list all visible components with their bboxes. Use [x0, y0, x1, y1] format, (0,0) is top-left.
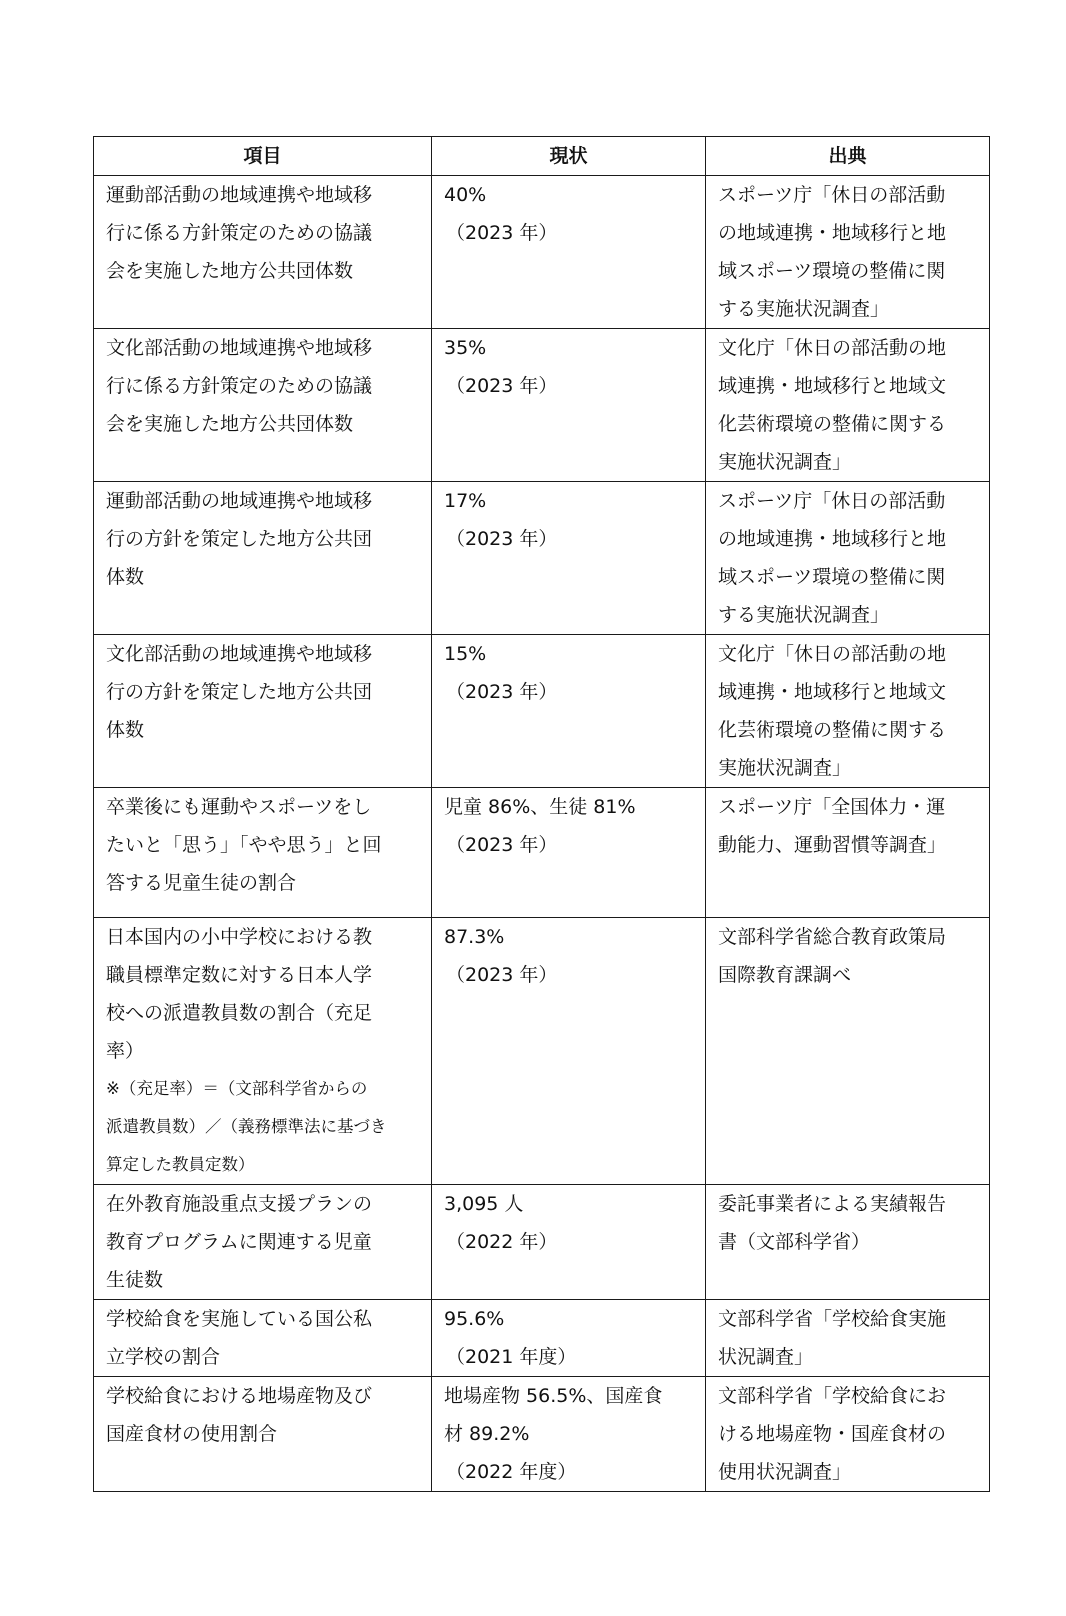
item-text-line: 会を実施した地方公共団体数 [106, 413, 354, 435]
item-text-line: 教育プログラムに関連する児童 [106, 1231, 372, 1253]
item-text-line: 運動部活動の地域連携や地域移 [106, 184, 373, 206]
table-row [94, 176, 990, 329]
status-value: 材 89.2% [444, 1423, 530, 1445]
item-text-line: 率） [106, 1040, 145, 1062]
item-text-line: 体数 [106, 566, 145, 588]
status-year: （2021 年度） [446, 1346, 577, 1368]
status-value: 95.6% [444, 1308, 505, 1330]
item-cell [94, 918, 432, 1185]
status-year: （2023 年） [446, 528, 558, 550]
source-cell [706, 329, 990, 482]
source-text-line: 文部科学省「学校給食にお [718, 1385, 947, 1407]
item-note-line: 派遣教員数）／（義務標準法に基づき [106, 1117, 387, 1136]
source-text-line: 委託事業者による実績報告 [718, 1193, 947, 1215]
status-cell [432, 788, 706, 918]
status-cell [432, 918, 706, 1185]
source-text-line: 文化庁「休日の部活動の地 [718, 643, 947, 665]
source-text-line: 域連携・地域移行と地域文 [718, 681, 947, 703]
item-text-line: 文化部活動の地域連携や地域移 [106, 643, 373, 665]
status-cell [432, 1377, 706, 1492]
source-text-line: 国際教育課調べ [718, 964, 852, 986]
source-text-line: 動能力、運動習慣等調査」 [718, 834, 947, 856]
table-row [94, 1377, 990, 1492]
status-year: （2023 年） [446, 964, 558, 986]
status-year: （2022 年度） [446, 1461, 577, 1483]
source-text-line: する実施状況調査」 [718, 604, 890, 626]
status-cell [432, 329, 706, 482]
item-note-line: ※（充足率）＝（文部科学省からの [106, 1079, 368, 1098]
item-text-line: 学校給食を実施している国公私 [106, 1308, 373, 1330]
table-row [94, 482, 990, 635]
table-row [94, 788, 990, 918]
item-text-line: 行の方針を策定した地方公共団 [106, 681, 373, 703]
status-value: 35% [444, 337, 487, 359]
source-text-line: 域スポーツ環境の整備に関 [718, 260, 946, 282]
source-cell [706, 788, 990, 918]
source-cell [706, 1300, 990, 1377]
table-body [94, 176, 990, 1492]
item-cell [94, 635, 432, 788]
source-text-line: 域連携・地域移行と地域文 [718, 375, 947, 397]
source-text-line: 状況調査」 [718, 1346, 814, 1368]
item-text-line: たいと「思う」「やや思う」と回 [106, 834, 382, 856]
source-cell [706, 176, 990, 329]
table-header-row [94, 137, 990, 176]
source-text-line: スポーツ庁「休日の部活動 [718, 490, 946, 512]
source-text-line: の地域連携・地域移行と地 [718, 222, 947, 244]
table-row [94, 918, 990, 1185]
item-text-line: 行に係る方針策定のための協議 [106, 222, 373, 244]
item-text-line: 体数 [106, 719, 145, 741]
item-text-line: 卒業後にも運動やスポーツをし [106, 796, 372, 818]
status-value: 児童 86%、生徒 81% [444, 796, 636, 818]
item-text-line: 行の方針を策定した地方公共団 [106, 528, 373, 550]
item-cell [94, 176, 432, 329]
source-cell [706, 482, 990, 635]
item-text-line: 運動部活動の地域連携や地域移 [106, 490, 373, 512]
item-cell [94, 1300, 432, 1377]
source-text-line: 域スポーツ環境の整備に関 [718, 566, 946, 588]
item-cell [94, 482, 432, 635]
source-text-line: スポーツ庁「全国体力・運 [718, 796, 946, 818]
status-cell [432, 176, 706, 329]
source-text-line: 化芸術環境の整備に関する [718, 413, 947, 435]
item-cell [94, 329, 432, 482]
table-row [94, 635, 990, 788]
item-text-line: 職員標準定数に対する日本人学 [106, 964, 373, 986]
source-text-line: 文部科学省「学校給食実施 [718, 1308, 947, 1330]
source-text-line: スポーツ庁「休日の部活動 [718, 184, 946, 206]
source-cell [706, 1185, 990, 1300]
item-text-line: 学校給食における地場産物及び [106, 1385, 373, 1407]
item-text-line: 会を実施した地方公共団体数 [106, 260, 354, 282]
status-value: 3,095 人 [444, 1193, 524, 1215]
header-status: 現状 [432, 137, 706, 176]
status-value: 40% [444, 184, 487, 206]
status-cell [432, 1185, 706, 1300]
item-text-line: 立学校の割合 [106, 1346, 221, 1368]
item-text-line: 文化部活動の地域連携や地域移 [106, 337, 373, 359]
item-text-line: 行に係る方針策定のための協議 [106, 375, 373, 397]
source-text-line: 化芸術環境の整備に関する [718, 719, 947, 741]
item-text-line: 在外教育施設重点支援プランの [106, 1193, 373, 1215]
statistics-table [93, 136, 990, 1492]
item-text-line: 国産食材の使用割合 [106, 1423, 278, 1445]
item-text-line: 生徒数 [106, 1269, 164, 1291]
item-text-line: 校への派遣教員数の割合（充足 [106, 1002, 373, 1024]
status-cell [432, 635, 706, 788]
header-source: 出典 [706, 137, 990, 176]
status-year: （2023 年） [446, 834, 558, 856]
source-text-line: 文部科学省総合教育政策局 [718, 926, 947, 948]
source-cell [706, 1377, 990, 1492]
source-text-line: 文化庁「休日の部活動の地 [718, 337, 947, 359]
status-value: 地場産物 56.5%、国産食 [444, 1385, 663, 1407]
source-cell [706, 635, 990, 788]
status-year: （2023 年） [446, 222, 558, 244]
status-cell [432, 1300, 706, 1377]
item-cell [94, 1377, 432, 1492]
status-cell [432, 482, 706, 635]
source-text-line: の地域連携・地域移行と地 [718, 528, 947, 550]
header-item: 項目 [94, 137, 432, 176]
table-row [94, 1300, 990, 1377]
item-text-line: 日本国内の小中学校における教 [106, 926, 373, 948]
source-text-line: ける地場産物・国産食材の [718, 1423, 947, 1445]
status-value: 15% [444, 643, 487, 665]
table-row [94, 329, 990, 482]
status-value: 17% [444, 490, 487, 512]
source-text-line: する実施状況調査」 [718, 298, 890, 320]
status-year: （2023 年） [446, 681, 558, 703]
source-text-line: 使用状況調査」 [718, 1461, 852, 1483]
source-text-line: 実施状況調査」 [718, 451, 852, 473]
item-text-line: 答する児童生徒の割合 [106, 872, 297, 894]
table-row [94, 1185, 990, 1300]
item-note-line: 算定した教員定数） [106, 1155, 255, 1174]
status-year: （2023 年） [446, 375, 558, 397]
status-year: （2022 年） [446, 1231, 558, 1253]
source-text-line: 書（文部科学省） [718, 1231, 871, 1253]
source-cell [706, 918, 990, 1185]
item-cell [94, 1185, 432, 1300]
status-value: 87.3% [444, 926, 505, 948]
item-cell [94, 788, 432, 918]
source-text-line: 実施状況調査」 [718, 757, 852, 779]
